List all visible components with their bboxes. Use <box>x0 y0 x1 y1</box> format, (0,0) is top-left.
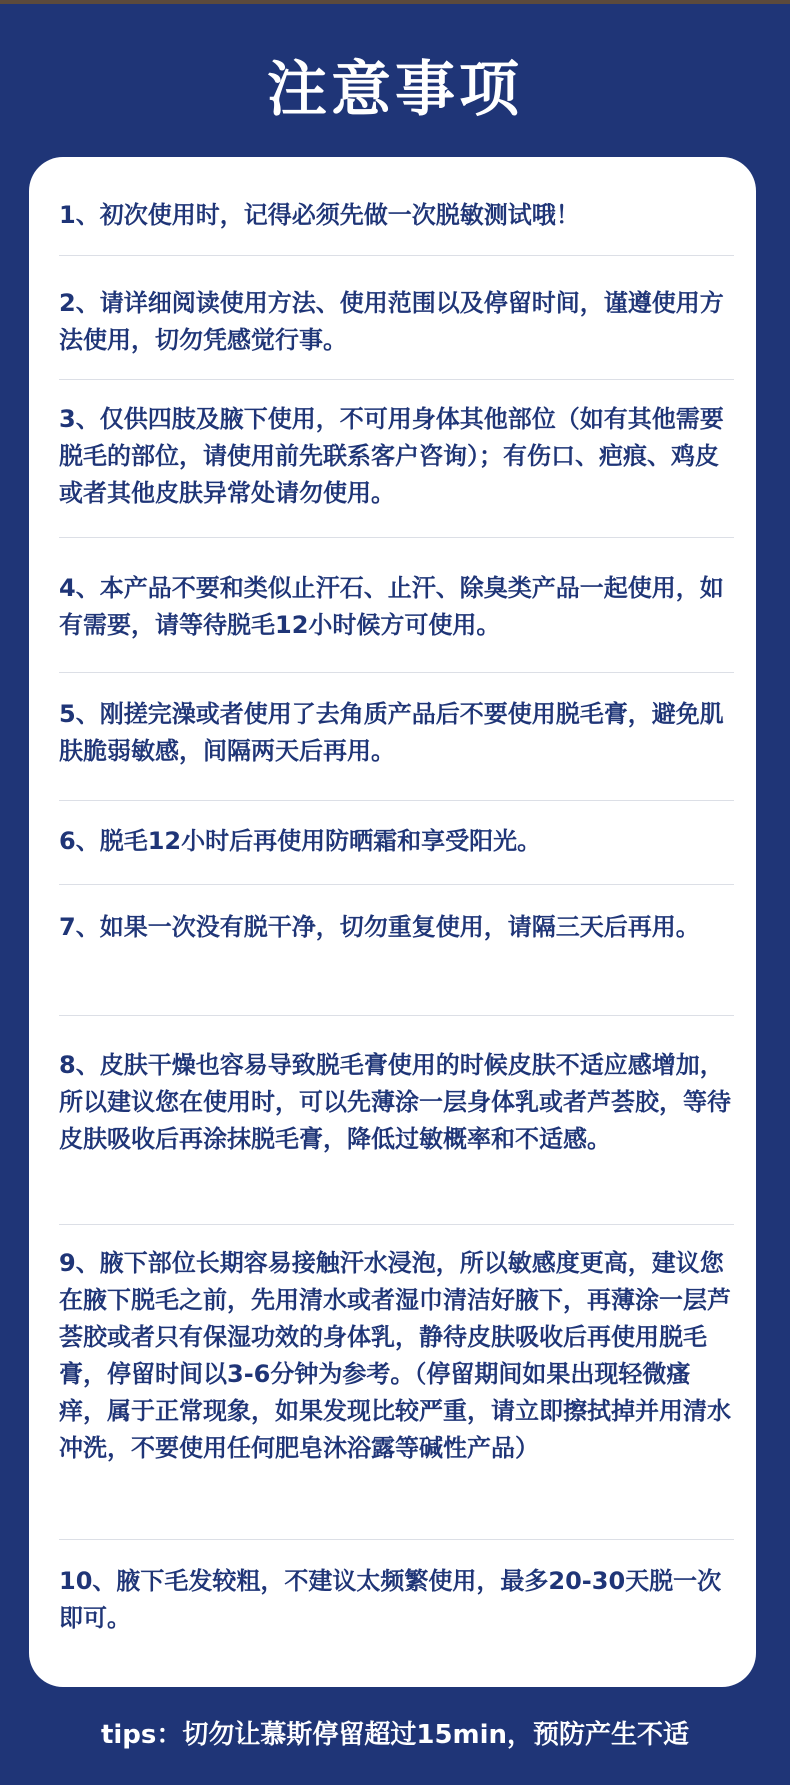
divider <box>59 1224 734 1225</box>
divider <box>59 884 734 885</box>
notice-item-2: 2、请详细阅读使用方法、使用范围以及停留时间，谨遵使用方法使用，切勿凭感觉行事。 <box>59 289 724 354</box>
page-title: 注意事项 <box>267 55 523 125</box>
notice-card <box>29 157 756 1687</box>
notice-item-10: 10、腋下毛发较粗，不建议太频繁使用，最多20-30天脱一次即可。 <box>59 1567 722 1632</box>
notice-item-5: 5、刚搓完澡或者使用了去角质产品后不要使用脱毛膏，避免肌肤脆弱敏感，间隔两天后再用。 <box>59 700 724 765</box>
divider <box>59 537 734 538</box>
notice-item-4: 4、本产品不要和类似止汗石、止汗、除臭类产品一起使用，如有需要，请等待脱毛12小时候方可使用。 <box>59 574 724 639</box>
top-photo-strip <box>0 0 790 4</box>
notice-item-6: 6、脱毛12小时后再使用防晒霜和享受阳光。 <box>59 827 542 855</box>
notice-item-8: 8、皮肤干燥也容易导致脱毛膏使用的时候皮肤不适应感增加，所以建议您在使用时，可以先薄涂一层身体乳或者芦荟胶，等待皮肤吸收后再涂抹脱毛膏，降低过敏概率和不适感。 <box>59 1051 731 1153</box>
divider <box>59 1539 734 1540</box>
notice-item-3: 3、仅供四肢及腋下使用，不可用身体其他部位（如有其他需要脱毛的部位，请使用前先联系客户咨询）；有伤口、疤痕、鸡皮或者其他皮肤异常处请勿使用。 <box>59 405 724 507</box>
notice-item-1: 1、初次使用时，记得必须先做一次脱敏测试哦！ <box>59 201 580 229</box>
tips-text: tips：切勿让慕斯停留超过15min，预防产生不适 <box>100 1720 690 1750</box>
divider <box>59 800 734 801</box>
divider <box>59 255 734 256</box>
divider <box>59 1015 734 1016</box>
divider <box>59 672 734 673</box>
notice-item-9: 9、腋下部位长期容易接触汗水浸泡，所以敏感度更高，建议您在腋下脱毛之前，先用清水或者湿巾清洁好腋下，再薄涂一层芦荟胶或者只有保湿功效的身体乳，静待皮肤吸收后再使用脱毛膏，停留时间以3-6分钟为参考。（停留期间如果出现轻微瘙痒，属于正常现象，如果发现比较严重，请立即擦拭掉并用清水冲洗，不要使用任何肥皂沐浴露等碱性产品） <box>59 1249 731 1462</box>
divider <box>59 379 734 380</box>
notice-item-7: 7、如果一次没有脱干净，切勿重复使用，请隔三天后再用。 <box>59 913 700 941</box>
